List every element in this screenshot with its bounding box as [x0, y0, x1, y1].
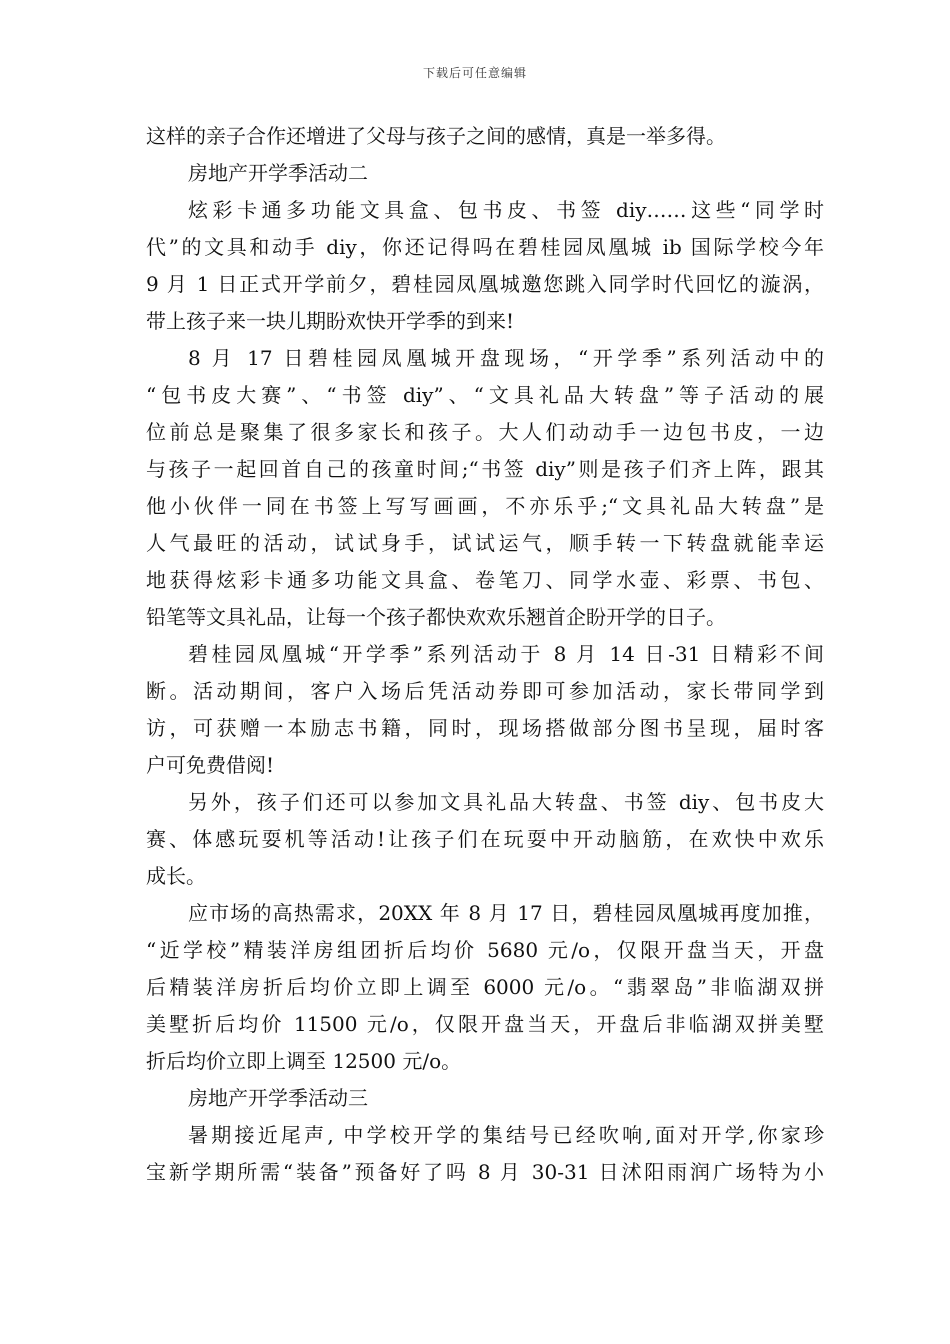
- paragraph-line: 后精装洋房折后均价立即上调至 6000 元/o。“翡翠岛”非临湖双拼: [146, 975, 824, 999]
- paragraph-line: 代”的文具和动手 diy，你还记得吗在碧桂园凤凰城 ib 国际学校今年: [146, 235, 824, 259]
- paragraph-line: 带上孩子来一块儿期盼欢快开学季的到来!: [146, 309, 515, 333]
- paragraph-line: “包书皮大赛”、“书签 diy”、“文具礼品大转盘”等子活动的展: [146, 383, 824, 407]
- document-body: [146, 118, 824, 1191]
- page-header: 下载后可任意编辑: [422, 66, 527, 80]
- paragraph-line: 8 月 17 日碧桂园凤凰城开盘现场，“开学季”系列活动中的: [188, 346, 824, 370]
- paragraph-line: 宝新学期所需“装备”预备好了吗 8 月 30-31 日沭阳雨润广场特为小: [146, 1160, 824, 1184]
- paragraph-line: 成长。: [146, 864, 206, 888]
- paragraph-line: 位前总是聚集了很多家长和孩子。大人们动动手一边包书皮，一边: [146, 420, 824, 444]
- paragraph-line: 另外，孩子们还可以参加文具礼品大转盘、书签 diy、包书皮大: [188, 790, 824, 814]
- paragraph-line: 户可免费借阅!: [146, 753, 275, 777]
- paragraph-line: 人气最旺的活动，试试身手，试试运气，顺手转一下转盘就能幸运: [146, 531, 824, 555]
- paragraph-line: 铅笔等文具礼品，让每一个孩子都快欢欢乐翘首企盼开学的日子。: [146, 605, 726, 629]
- paragraph-line: 断。活动期间，客户入场后凭活动券即可参加活动，家长带同学到: [146, 679, 824, 703]
- paragraph-line: 暑期接近尾声, 中学校开学的集结号已经吹响,面对开学,你家珍: [188, 1123, 824, 1147]
- paragraph-line: 与孩子一起回首自己的孩童时间;“书签 diy”则是孩子们齐上阵，跟其: [146, 457, 824, 481]
- paragraph-line: 炫彩卡通多功能文具盒、包书皮、书签 diy……这些“同学时: [188, 198, 824, 222]
- paragraph-line: 9 月 1 日正式开学前夕，碧桂园凤凰城邀您跳入同学时代回忆的漩涡，: [146, 272, 824, 296]
- paragraph-line: 应市场的高热需求，20XX 年 8 月 17 日，碧桂园凤凰城再度加推，: [188, 901, 824, 925]
- paragraph-line: 折后均价立即上调至 12500 元/o。: [146, 1049, 462, 1073]
- paragraph-line: 碧桂园凤凰城“开学季”系列活动于 8 月 14 日-31 日精彩不间: [188, 642, 824, 666]
- paragraph-line: 这样的亲子合作还增进了父母与孩子之间的感情，真是一举多得。: [146, 124, 726, 148]
- paragraph-line: 他小伙伴一同在书签上写写画画，不亦乐乎;“文具礼品大转盘”是: [146, 494, 824, 518]
- paragraph-line: “近学校”精装洋房组团折后均价 5680 元/o，仅限开盘当天，开盘: [146, 938, 824, 962]
- paragraph-line: 地获得炫彩卡通多功能文具盒、卷笔刀、同学水壶、彩票、书包、: [146, 568, 824, 592]
- paragraph-line: 访，可获赠一本励志书籍，同时，现场搭做部分图书呈现，届时客: [146, 716, 824, 740]
- section-heading: 房地产开学季活动三: [188, 1086, 368, 1110]
- paragraph-line: 美墅折后均价 11500 元/o，仅限开盘当天，开盘后非临湖双拼美墅: [146, 1012, 824, 1036]
- section-heading: 房地产开学季活动二: [188, 161, 368, 185]
- paragraph-line: 赛、体感玩耍机等活动!让孩子们在玩耍中开动脑筋，在欢快中欢乐: [146, 827, 824, 851]
